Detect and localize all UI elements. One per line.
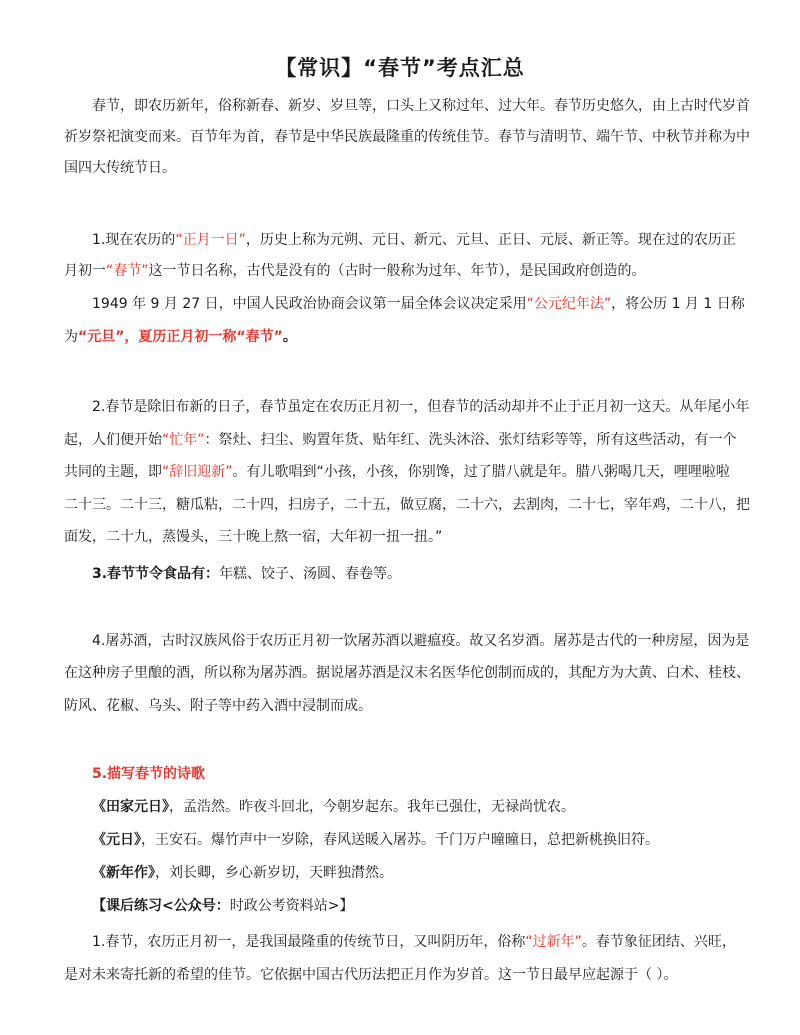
s1-text: 月初一 — [64, 263, 106, 279]
s1-line-1 — [92, 230, 736, 250]
poem-title: 《元日》 — [92, 832, 141, 848]
s2-line-1: 2.春节是除旧布新的日子，春节虽定在农历正月初一，但春节的活动却并不止于正月初一这天。从年尾小年 — [92, 399, 750, 415]
poem-title: 《新年作》 — [92, 865, 155, 881]
s1-line-2 — [64, 261, 646, 281]
exercise-header — [92, 896, 353, 916]
intro-line-1: 春节，即农历新年，俗称新春、新岁、岁旦等，口头上又称过年、过大年。春节历史悠久，由上古时代岁首 — [92, 98, 750, 114]
exercise-highlight: “过新年” — [525, 934, 582, 950]
poem-text: ，孟浩然。昨夜斗回北，今朝岁起东。我年已强仕，无禄尚忧农。 — [169, 799, 575, 815]
s4-line-2: 在这种房子里酿的酒，所以称为屠苏酒。据说屠苏酒是汉末名医华佗创制而成的，其配方为大黄、白术、桂枝、 — [64, 665, 750, 681]
poem-title: 《田家元日》 — [92, 799, 169, 815]
exercise-line-2: 是对未来寄托新的希望的佳节。它依据中国古代历法把正月作为岁首。这一节日最早应起源于（ ）。 — [64, 967, 678, 983]
s1-text: 这一节日名称，古代是没有的（古时一般称为过年、年节），是民国政府创造的。 — [148, 263, 646, 279]
s2-text: 。有儿歌唱到“小孩，小孩，你别馋，过了腊八就是年。腊八粥喝几天，哩哩啦啦 — [232, 464, 730, 480]
exercise-text: 。春节象征团结、兴旺， — [581, 934, 736, 950]
s1-highlight: “元旦”，夏历正月初一称“春节” — [78, 329, 283, 345]
poem-2 — [92, 830, 659, 850]
poem-text: ，刘长卿，乡心新岁切，天畔独潸然。 — [155, 865, 393, 881]
s2-line-3 — [64, 462, 730, 482]
s2-highlight: “辞旧迎新” — [162, 464, 233, 480]
s2-text: ：祭灶、扫尘、购置年货、贴年红、洗头沐浴、张灯结彩等等，所有这些活动，有一个 — [204, 432, 737, 448]
exercise-header-normal: 时政公考资料站>】 — [229, 898, 354, 914]
s1-text: 。 — [282, 329, 297, 345]
poem-3 — [92, 863, 393, 883]
s3-line — [92, 564, 401, 584]
intro-line-3: 国四大传统节日。 — [64, 160, 176, 176]
poem-text: ，王安石。爆竹声中一岁除，春风送暖入屠苏。千门万户曈曈日，总把新桃换旧符。 — [141, 832, 659, 848]
s4-line-3: 防风、花椒、乌头、附子等中药入酒中浸制而成。 — [64, 698, 372, 714]
exercise-line-1 — [92, 932, 736, 952]
s3-label: 3.春节节令食品有： — [92, 566, 220, 582]
exercise-header-bold: 【课后练习<公众号： — [92, 898, 230, 914]
s1-text: 1.现在农历的 — [92, 232, 176, 248]
page-title: 【常识】“春节”考点汇总 — [275, 56, 525, 80]
exercise-text: 1.春节，农历正月初一，是我国最隆重的传统节日，又叫阴历年，俗称 — [92, 934, 526, 950]
s2-text: 起，人们便开始 — [64, 432, 162, 448]
s2-highlight: “忙年” — [162, 432, 205, 448]
s1-text: ，将公历 1 月 1 日称 — [611, 296, 745, 312]
s2-line-4: 二十三。二十三，糖瓜粘，二十四，扫房子，二十五，做豆腐，二十六，去割肉，二十七，宰年鸡，二十八，把 — [64, 497, 750, 513]
s2-line-5: 面发，二十九，蒸馒头，三十晚上熬一宿，大年初一扭一扭。” — [64, 529, 443, 545]
s1-line-4 — [64, 327, 297, 347]
s4-line-1: 4.屠苏酒，古时汉族风俗于农历正月初一饮屠苏酒以避瘟疫。故又名岁酒。屠苏是古代的一种房屋，因为是 — [92, 633, 750, 649]
s1-highlight: “春节” — [106, 263, 149, 279]
s1-highlight: “正月一日” — [175, 232, 246, 248]
s1-text: 1949 年 9 月 27 日，中国人民政治协商会议第一届全体会议决定采用 — [92, 296, 527, 312]
poem-1 — [92, 797, 575, 817]
intro-line-2: 祈岁祭祀演变而来。百节年为首，春节是中华民族最隆重的传统佳节。春节与清明节、端午节、中秋节并称为中 — [64, 129, 750, 145]
s5-heading: 5.描写春节的诗歌 — [92, 766, 206, 782]
s1-line-3 — [92, 294, 745, 314]
s3-text: 年糕、饺子、汤圆、春卷等。 — [219, 566, 402, 582]
s2-line-2 — [64, 430, 737, 450]
s1-highlight: “公元纪年法” — [526, 296, 612, 312]
s1-text: 为 — [64, 329, 78, 345]
s2-text: 共同的主题，即 — [64, 464, 162, 480]
s1-text: ，历史上称为元朔、元日、新元、元旦、正日、元辰、新正等。现在过的农历正 — [245, 232, 736, 248]
